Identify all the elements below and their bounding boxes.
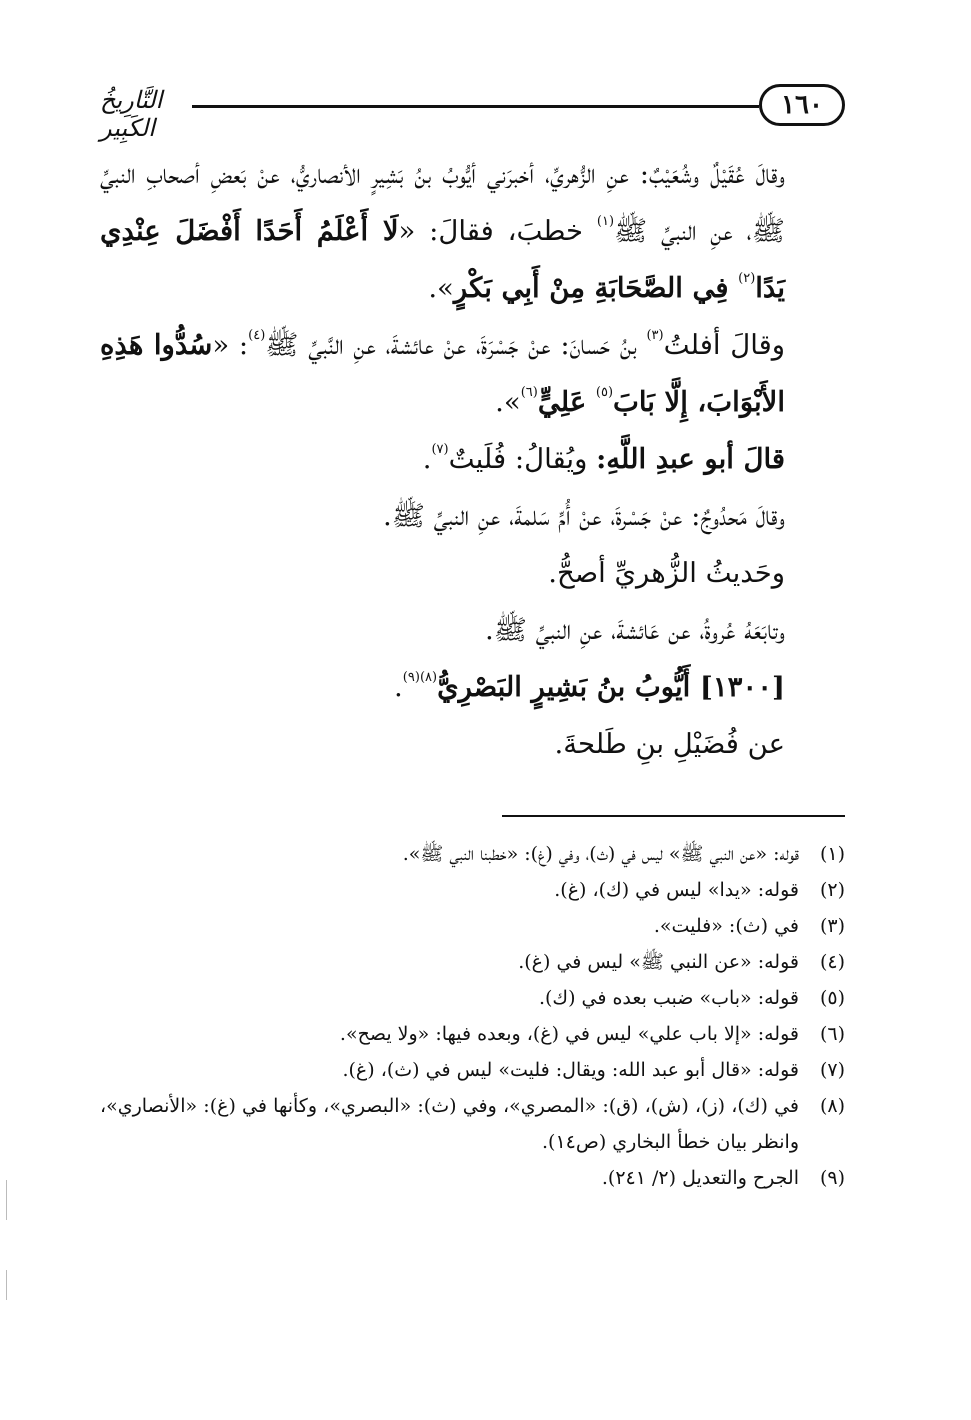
footnote-text: قوله: «عن النبي ﷺ» ليس في (ث)، وفي (غ): «خطبنا النبي ﷺ». bbox=[402, 843, 799, 865]
footnote-item bbox=[100, 1160, 845, 1196]
entry-number: [١٣٠٠] bbox=[699, 671, 785, 703]
footnote-ref-8: (٨) bbox=[419, 670, 438, 685]
footnote-ref-6: (٦) bbox=[520, 385, 538, 400]
footnote-text: الجرح والتعديل (٢/ ٢٤١). bbox=[601, 1167, 799, 1189]
p3-author-note: قالَ أبو عبدِ اللَّهِ: bbox=[596, 443, 785, 475]
footnote-item bbox=[100, 1052, 845, 1088]
footnote-number: (٧) bbox=[819, 1059, 845, 1081]
footnote-text: قوله: «إلا باب علي» ليس في (غ)، وبعده فيها: «ولا يصح». bbox=[339, 1023, 799, 1045]
footnote-number: (٢) bbox=[819, 879, 845, 901]
running-title: التَّارِيخُ الكَبِير bbox=[100, 86, 163, 142]
footnotes bbox=[100, 836, 845, 1196]
footnote-item bbox=[100, 872, 845, 908]
p3-text-end: . bbox=[422, 443, 432, 475]
entry-end: . bbox=[394, 671, 403, 703]
footnote-number: (٩) bbox=[819, 1167, 845, 1189]
paragraph-2 bbox=[100, 317, 845, 431]
footnote-number: (٥) bbox=[819, 987, 845, 1009]
p2-text-a: وقالَ أفلتُ bbox=[663, 329, 786, 361]
p3-text: ويُقالُ: فُلَيتٌ bbox=[448, 443, 597, 475]
p2-hadith-b: عَلِيٍّ bbox=[537, 386, 596, 418]
p1-text-a: وقالَ عُقَيْلٌ وشُعَيْبٌ: عنِ الزُّهريِّ، أخبرَني أيُّوبُ بنُ بَشِيرٍ الأنصاريُّ، عنْ بَعضِ أصحابِ النبيِّ ﷺ، عنِ النبيِّ ﷺ bbox=[100, 158, 785, 247]
paragraph-7: عن فُضَيْلِ بنِ طَلحةَ. bbox=[554, 728, 785, 760]
footnote-ref-7: (٧) bbox=[431, 442, 449, 457]
footnote-text: قوله: «باب» ضبب بعده في (ك). bbox=[538, 987, 799, 1009]
scan-mark bbox=[6, 1270, 7, 1300]
paragraph-1 bbox=[100, 146, 845, 317]
footnote-ref-2: (٢) bbox=[738, 271, 756, 286]
p2-text-b: بنُ حَسانَ: عنْ جَسْرَةَ، عنْ عائشةَ، عنِ النَّبيِّ ﷺ bbox=[265, 329, 647, 361]
p1-text-end: ». bbox=[428, 272, 454, 304]
footnote-number: (٨) bbox=[819, 1095, 845, 1117]
footnote-number: (٤) bbox=[819, 951, 845, 973]
page-header bbox=[100, 84, 845, 142]
entry-heading bbox=[100, 659, 845, 716]
footnote-item bbox=[100, 836, 845, 872]
footnote-item bbox=[100, 980, 845, 1016]
footnote-text: في (ث): «فليت». bbox=[653, 915, 799, 937]
page-number: ١٦٠ bbox=[759, 84, 845, 126]
footnote-text: قوله: «قال أبو عبد الله: ويقال: فليت» ليس في (ث)، (غ). bbox=[342, 1059, 799, 1081]
main-text bbox=[100, 146, 845, 773]
p2-text-c: : « bbox=[212, 329, 249, 361]
footnote-separator bbox=[502, 815, 845, 817]
paragraph-5: وحَديثُ الزُّهريِّ أصحُّ. bbox=[548, 557, 785, 589]
footnote-number: (٦) bbox=[819, 1023, 845, 1045]
footnote-text: في (ك)، (ز)، (ش)، (ق): «المصري»، وفي (ث): «البصري»، وكأنها في (غ): «الأنصاري»، وانظر بيان خطأ البخاري (ص١٤). bbox=[100, 1095, 799, 1153]
footnote-number: (١) bbox=[819, 843, 845, 865]
footnote-number: (٣) bbox=[819, 915, 845, 937]
p2-hadith-a: سُدُّوا هَذِهِ الأَبْوَابَ، إِلَّا بَابَ bbox=[100, 329, 785, 418]
footnote-ref-3: (٣) bbox=[646, 328, 664, 343]
p2-text-end: ». bbox=[495, 386, 521, 418]
paragraph-4: وقالَ مَحدُوجٌ: عنْ جَسْرةَ، عنْ أُمِّ سَلمةَ، عنِ النبيِّ ﷺ. bbox=[382, 500, 785, 532]
footnote-text: قوله: «عن النبي ﷺ» ليس في (غ). bbox=[518, 951, 799, 973]
footnote-item bbox=[100, 1016, 845, 1052]
paragraph-3 bbox=[100, 431, 845, 488]
header-rule bbox=[192, 105, 759, 108]
footnote-ref-1: (١) bbox=[596, 214, 615, 229]
footnote-item bbox=[100, 944, 845, 980]
p1-hadith-b: فِي الصَّحَابَةِ مِنْ أَبِي بَكْرٍ bbox=[453, 272, 739, 304]
footnote-ref-5: (٥) bbox=[595, 385, 614, 400]
p1-text-b: خطبَ، فقالَ: « bbox=[398, 215, 597, 247]
scan-mark bbox=[6, 1180, 7, 1220]
entry-name: أَيُّوبُ بنُ بَشِيرٍ البَصْرِيُّ bbox=[437, 671, 700, 703]
footnote-ref-4: (٤) bbox=[248, 328, 266, 343]
footnote-text: قوله: «يدا» ليس في (ك)، (غ). bbox=[554, 879, 799, 901]
footnote-ref-9: (٩) bbox=[402, 670, 420, 685]
footnote-item bbox=[100, 1088, 845, 1160]
paragraph-6: وتابَعَهُ عُروةُ، عن عَائشةَ، عنِ النبيِّ ﷺ. bbox=[484, 614, 785, 646]
p1-hadith-a: لَا أَعْلَمُ أَحَدًا أَفْضَلَ عِنْدِي يَدًا bbox=[100, 215, 785, 304]
footnote-item bbox=[100, 908, 845, 944]
